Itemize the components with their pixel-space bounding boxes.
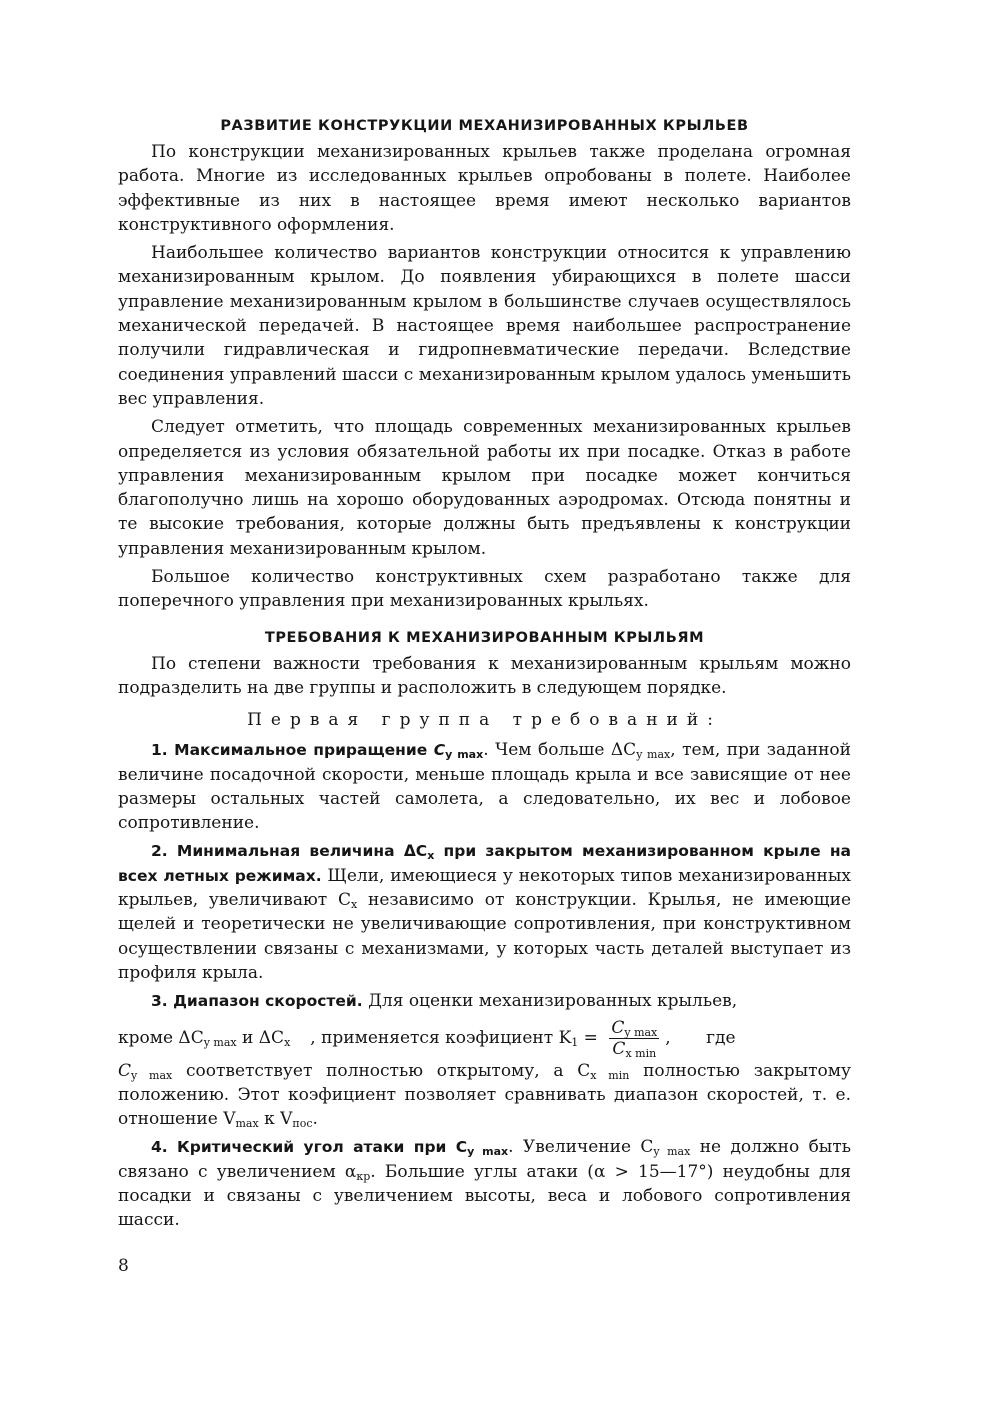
item-title: 2. Минимальная величина $\Delta C_x$ при закрытом механизированном крыле на всех летных режимах. [118, 842, 851, 885]
section-heading-requirements: ТРЕБОВАНИЯ К МЕХАНИЗИРОВАННЫМ КРЫЛЬЯМ [264, 629, 705, 646]
section-heading-development: РАЗВИТИЕ КОНСТРУКЦИИ МЕХАНИЗИРОВАННЫХ КРЫЛЬЕВ [220, 118, 749, 134]
paragraph: Следует отметить, что площадь современных механизированных крыльев определяется из условия обязательной работы их при посадке. Отказ в работе управления механизированным крылом при посадке может кончиться благополучно лишь на хорошо оборудованных аэродромах. Отсюда понятны и те высокие требования, которые должны быть предъявлены к конструкции управления механизированным крылом. [118, 417, 851, 559]
paragraph: По степени важности требования к механизированным крыльям можно подразделить на две группы и расположить в следующем порядке. [118, 653, 851, 698]
page-body [118, 118, 851, 1233]
page-number: 8 [118, 1256, 129, 1276]
paragraph: Большое количество конструктивных схем разработано также для поперечного управления при механизированных крыльях. [118, 567, 851, 612]
paragraph: По конструкции механизированных крыльев также проделана огромная работа. Многие из исследованных крыльев опробованы в полете. Наиболее эффективные из них в настоящее время имеют несколько вариантов конструктивного оформления. [118, 142, 851, 235]
requirement-item-1: 1. Максимальное приращение $C_{y max}$. Чем больше $\Delta C_{y max}$, тем, при заданной величине посадочной скорости, меньше площадь крыла и все зависящие от нее размеры остальных частей самолета, а следовательно, их вес и лобовое сопротивление. [118, 740, 852, 834]
fraction: $\frac{C_{y max}}{C_{x min}}$ [611, 1017, 658, 1060]
paragraph: Наибольшее количество вариантов конструкции относится к управлению механизированным крылом. До появления убирающихся в полете шасси управление механизированным крылом в большинстве случаев осуществлялось механической передачей. В настоящее время наибольшее распространение получили гидравлическая и гидропневматические передачи. Вследствие соединения управлений шасси с механизированным крылом удалось уменьшить вес управления. [118, 243, 851, 409]
group-title: Первая группа требований: [247, 710, 722, 731]
item-title: 3. Диапазон скоростей. [151, 992, 363, 1011]
requirement-item-4: 4. Критический угол атаки при $C_{y max}$. Увеличение $C_{y max}$ не должно быть связано с увеличением $\alpha_{кр}$. Большие углы атаки (α > 15—17°) неудобны для посадки и связаны с увеличением высоты, веса и лобового сопротивления шасси. [118, 1137, 851, 1231]
item-title: 4. Критический угол атаки при $C_{y max}$ [151, 1138, 509, 1159]
requirement-item-3: 3. Диапазон скоростей. Для оценки механизированных крыльев, [151, 991, 738, 1012]
paragraph-continuation: $C_{y max}$ соответствует полностью открытому, а $C_{x min}$ полностью закрытому положению. Этот коэфициент позволяет сравнивать диапазон скоростей, т. е. отношение $V_{max}$ к $V_{пос}$. [118, 1060, 852, 1131]
formula-line: кроме $\Delta C_{y max}$ и $\Delta C_x$ , применяется коэфициент $K_1$ = $\frac{C_{y max}}{C_{x min}}$ , где [118, 1017, 736, 1060]
item-title: 1. Максимальное приращение $C_{y max}$ [151, 741, 484, 762]
requirement-item-2: 2. Минимальная величина $\Delta C_x$ при закрытом механизированном крыле на всех летных режимах. Щели, имеющиеся у некоторых типов механизированных крыльев, увеличивают $C_x$ независимо от конструкции. Крылья, не имеющие щелей и теоретически не увеличивающие сопротивления, при конструктивном осуществлении связаны с механизмами, у которых часть деталей выступает из профиля крыла. [118, 842, 852, 983]
